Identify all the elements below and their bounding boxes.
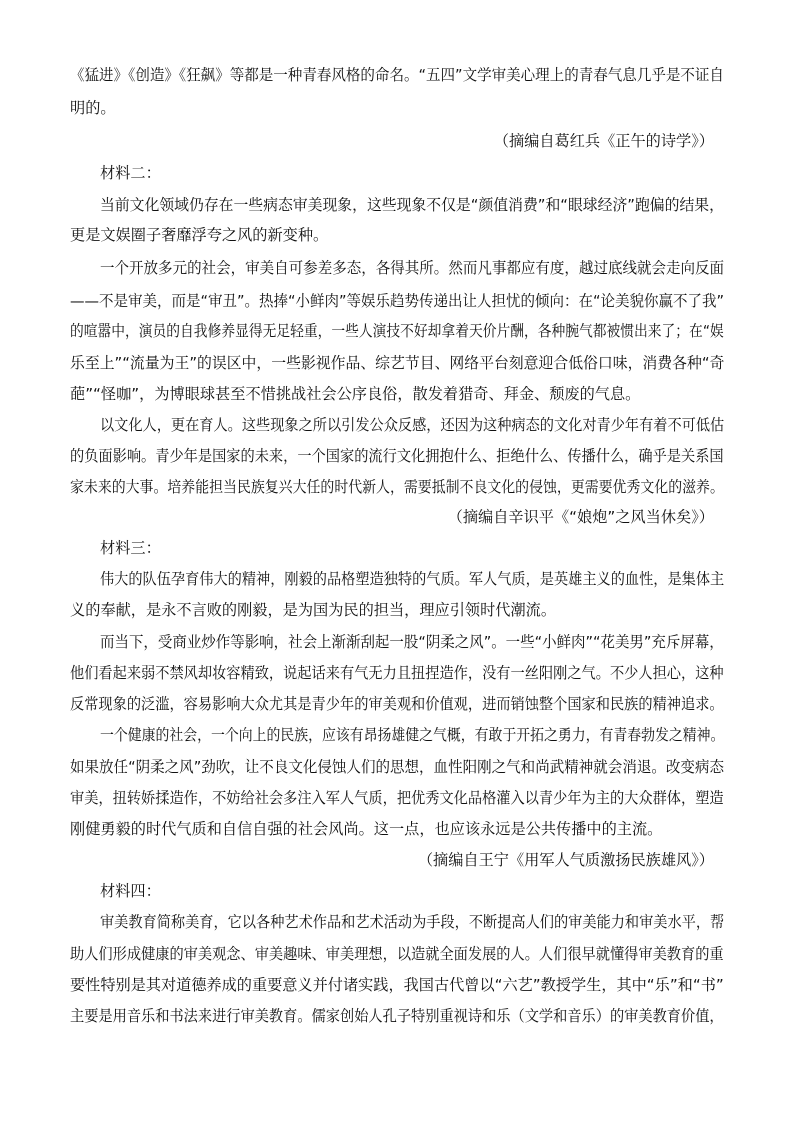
text-line: 审美教育简称美育，它以各种艺术作品和艺术活动为手段，不断提高人们的审美能力和审美水平，帮 <box>100 913 725 931</box>
text-line: 以文化人，更在育人。这些现象之所以引发公众反感，还因为这种病态的文化对青少年有着不可低估 <box>100 416 725 434</box>
section-heading: 材料二： <box>100 164 161 182</box>
section-heading: 材料三： <box>100 539 161 557</box>
text-line: 明的。 <box>70 99 116 117</box>
text-line: 而当下，受商业炒作等影响，社会上渐渐刮起一股“阴柔之风”。一些“小鲜肉”“花美男”充斥屏幕， <box>100 633 724 651</box>
text-line: 反常现象的泛滥，容易影响大众尤其是青少年的审美观和价值观，进而销蚀整个国家和民族的精神追求。 <box>70 695 724 713</box>
text-line: 《猛进》《创造》《狂飙》等都是一种青春风格的命名。“五四”文学审美心理上的青春气息几乎是不证自 <box>70 66 724 84</box>
text-line: 伟大的队伍孕育伟大的精神，刚毅的品格塑造独特的气质。军人气质，是英雄主义的血性，是集体主 <box>100 570 725 588</box>
text-line: 乐至上”“流量为王”的误区中，一些影视作品、综艺节目、网络平台刻意迎合低俗口味，消费各种“奇 <box>70 354 725 372</box>
section-heading: 材料四： <box>100 882 161 900</box>
text-line: 主要是用音乐和书法来进行审美教育。儒家创始人孔子特别重视诗和乐（文学和音乐）的审美教育价值， <box>70 1007 724 1025</box>
text-line: 家未来的大事。培养能担当民族复兴大任的时代新人，需要抵制不良文化的侵蚀，更需要优秀文化的滋养。 <box>70 478 724 496</box>
text-line: 的负面影响。青少年是国家的未来，一个国家的流行文化拥抱什么、拒绝什么、传播什么，确乎是关系国 <box>70 447 724 465</box>
text-line: 葩”“怪咖”，为博眼球甚至不惜挑战社会公序良俗，散发着猎奇、拜金、颓废的气息。 <box>70 385 641 403</box>
text-line: 如果放任“阴柔之风”劲吹，让不良文化侵蚀人们的思想，血性阳刚之气和尚武精神就会消退。改变病态 <box>70 758 724 776</box>
text-line: 义的奉献，是永不言败的刚毅，是为国为民的担当，理应引领时代潮流。 <box>70 601 556 619</box>
source-citation: （摘编自辛识平《“娘炮”之风当休矣》） <box>447 508 714 526</box>
text-line: 当前文化领域仍存在一些病态审美现象，这些现象不仅是“颜值消费”和“眼球经济”跑偏的结果， <box>100 196 724 214</box>
text-line: 一个开放多元的社会，审美自可参差多态，各得其所。然而凡事都应有度，越过底线就会走向反面 <box>100 259 725 277</box>
text-line: 刚健勇毅的时代气质和自信自强的社会风尚。这一点，也应该永远是公共传播中的主流。 <box>70 820 663 838</box>
text-line: 他们看起来弱不禁风却妆容精致，说起话来有气无力且扭捏造作，没有一丝阳刚之气。不少人担心，这种 <box>70 664 724 682</box>
text-line: 助人们形成健康的审美观念、审美趣味、审美理想，以造就全面发展的人。人们很早就懂得审美教育的重 <box>70 945 724 963</box>
text-line: 审美，扭转娇揉造作，不妨给社会多注入军人气质，把优秀文化品格灌入以青少年为主的大众群体，塑造 <box>70 789 724 807</box>
source-citation: （摘编自葛红兵《正午的诗学》） <box>493 132 714 150</box>
source-citation: （摘编自王宁《用军人气质激扬民族雄风》） <box>417 851 714 869</box>
text-line: 要性特别是其对道德养成的重要意义并付诸实践，我国古代曾以“六艺”教授学生，其中“乐”和“书” <box>70 976 724 994</box>
text-line: 的喧嚣中，演员的自我修养显得无足轻重，一些人演技不好却拿着天价片酬，各种腕气都被惯出来了；在“娱 <box>70 322 724 340</box>
text-line: 一个健康的社会，一个向上的民族，应该有昂扬雄健之气概，有敢于开拓之勇力，有青春勃发之精神。 <box>100 726 725 744</box>
text-line: ——不是审美，而是“审丑”。热捧“小鲜肉”等娱乐趋势传递出让人担忧的倾向：在“论美貌你赢不了我” <box>70 292 725 310</box>
text-line: 更是文娱圈子奢靡浮夸之风的新变种。 <box>70 226 329 244</box>
